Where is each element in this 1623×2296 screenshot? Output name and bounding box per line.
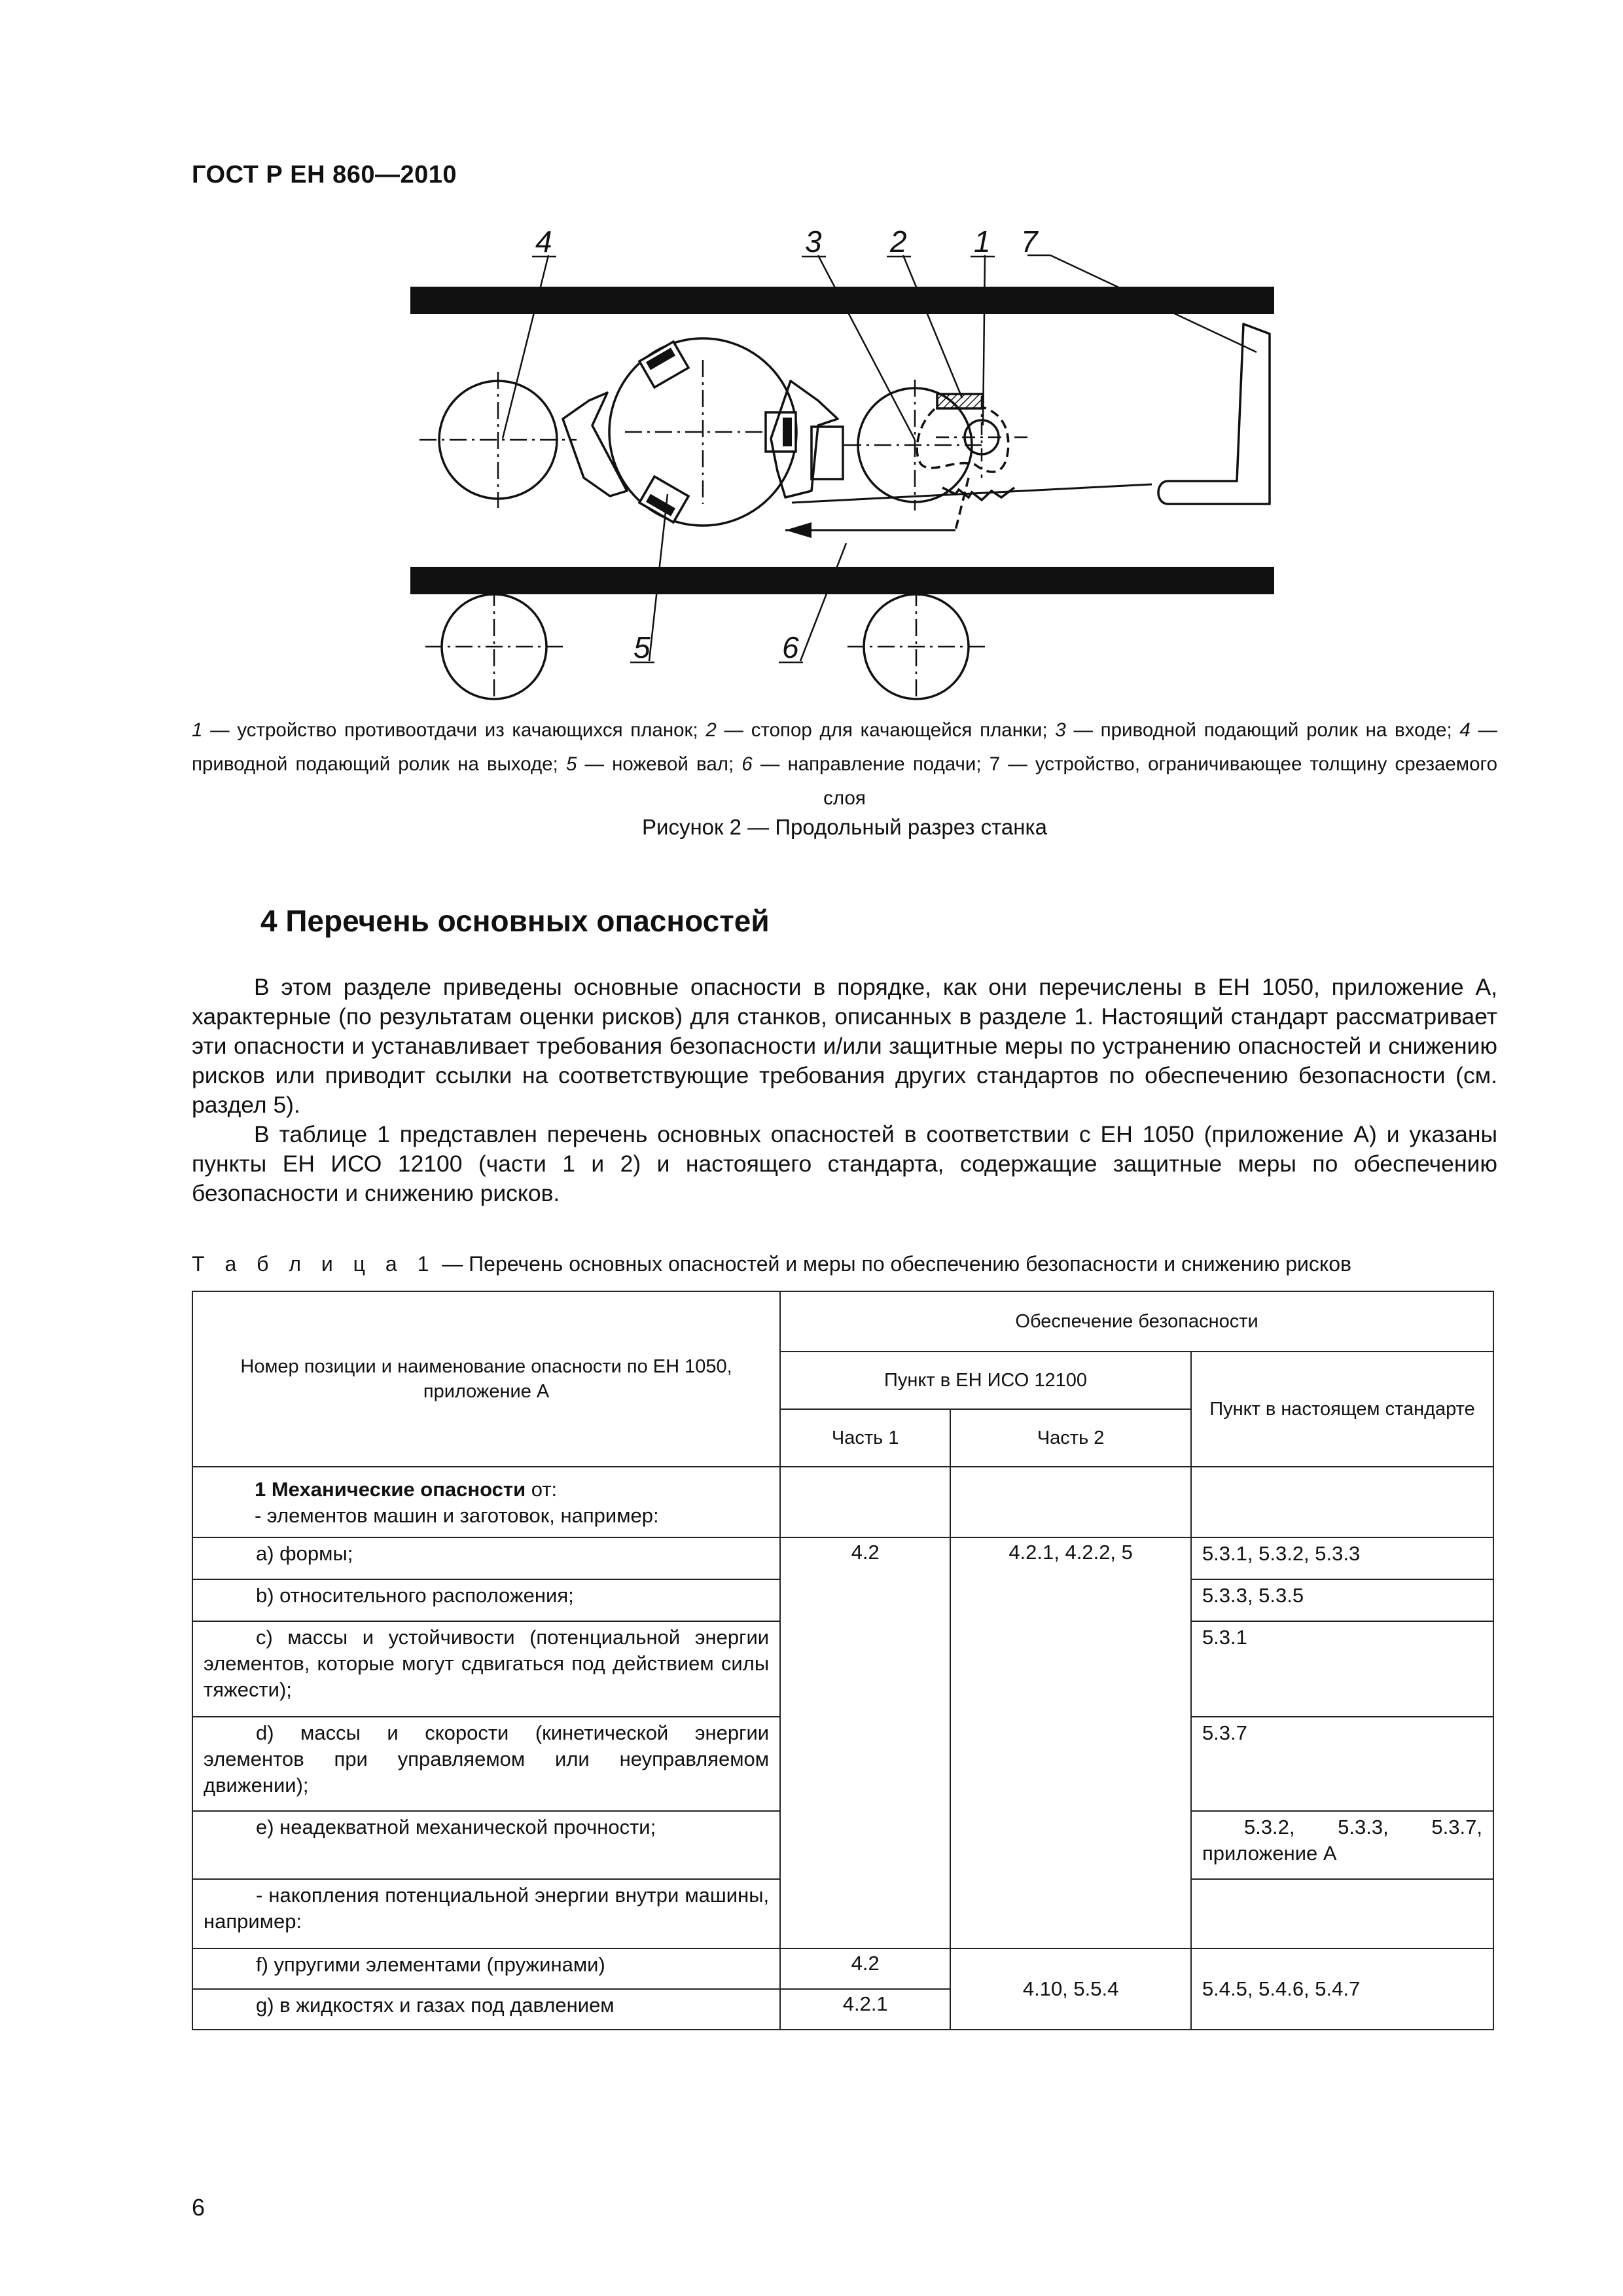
table-row: - накопления потенциальной энергии внутри машины, например:: [192, 1879, 1493, 1948]
outfeed-roller: [419, 372, 577, 508]
figure-number-1: 1: [974, 229, 991, 259]
header-part2: Часть 2: [950, 1409, 1191, 1467]
figure-number-3: 3: [805, 229, 822, 259]
table-title: Т а б л и ц а 1 — Перечень основных опасностей и меры по обеспечению безопасности и снижению рисков: [192, 1252, 1352, 1276]
table-row: с) массы и устойчивости (потенциальной энергии элементов, которые могут сдвигаться под действием силы тяжести); 5.3.1: [192, 1621, 1493, 1717]
lower-roller-left: [425, 589, 563, 702]
hazards-table: [192, 1291, 1494, 2030]
section-title: 4 Перечень основных опасностей: [260, 904, 770, 938]
figure-number-2: 2: [890, 229, 907, 259]
figure-number-5: 5: [633, 630, 651, 664]
table-row: е) неадекватной механической прочности; 5.3.2, 5.3.3, 5.3.7, приложение А: [192, 1811, 1493, 1879]
machine-section-figure: [366, 229, 1302, 713]
anti-kickback-device: [917, 394, 1027, 530]
header-hazard: Номер позиции и наименование опасности по ЕН 1050, приложение А: [192, 1291, 780, 1467]
table-row: d) массы и скорости (кинетической энергии элементов при управляемом или неуправляемом движении); 5.3.7: [192, 1717, 1493, 1811]
figure-number-4: 4: [535, 229, 552, 259]
lower-roller-right: [847, 589, 985, 702]
outfeed-pressure-shoe: [563, 393, 627, 496]
paragraph-2: В таблице 1 представлен перечень основных опасностей в соответствии с ЕН 1050 (приложение А) и указаны пункты ЕН ИСО 12100 (части 1 и 2) и настоящего стандарта, содержащие защитные меры по обеспечению безопасности и снижению рисков.: [192, 1121, 1497, 1206]
figure-number-6: 6: [782, 630, 799, 664]
table-row: a) формы; 4.2 4.2.1, 4.2.2, 5 5.3.1, 5.3.2, 5.3.3: [192, 1537, 1493, 1579]
figure-legend: 1 — устройство противоотдачи из качающихся планок; 2 — стопор для качающейся планки; 3 — приводной подающий ролик на входе; 4 — приводной подающий ролик на выходе; 5 — ножевой вал; 6 — направление подачи; 7 — устройство, ограничивающее толщину срезаемого слоя: [192, 719, 1497, 809]
header-part1: Часть 1: [780, 1409, 950, 1467]
table-row: g) в жидкостях и газах под давлением 4.2.1: [192, 1989, 1493, 2030]
figure-number-7: 7: [1021, 229, 1038, 259]
table-row: f) упругими элементами (пружинами) 4.2 4.10, 5.5.4 5.4.5, 5.4.6, 5.4.7: [192, 1948, 1493, 1989]
lower-table: [410, 567, 1274, 594]
cutter-block: [609, 338, 796, 526]
workpiece-line: [792, 484, 1152, 503]
table-row: b) относительного расположения; 5.3.3, 5.3.5: [192, 1579, 1493, 1621]
paragraph-1: В этом разделе приведены основные опасности в порядке, как они перечислены в ЕН 1050, приложение А, характерные (по результатам оценки рисков) для станков, описанных в разделе 1. Настоящий стандарт рассматривает эти опасности и устанавливает требования безопасности и/или защитные меры по устранению опасностей и снижению рисков или приводит ссылки на соответствующие требования других стандартов по обеспечению безопасности (см. раздел 5).: [192, 974, 1497, 1118]
header-safety: Обеспечение безопасности: [780, 1291, 1493, 1352]
header-iso: Пункт в ЕН ИСО 12100: [780, 1352, 1191, 1409]
page-number: 6: [192, 2194, 205, 2221]
figure-caption: Рисунок 2 — Продольный разрез станка: [642, 815, 1047, 839]
document-header: ГОСТ Р ЕН 860—2010: [192, 161, 457, 188]
table-row: 1 Механические опасности от: - элементов машин и заготовок, например:: [192, 1467, 1493, 1537]
header-this-std: Пункт в настоящем стандарте: [1191, 1352, 1493, 1467]
